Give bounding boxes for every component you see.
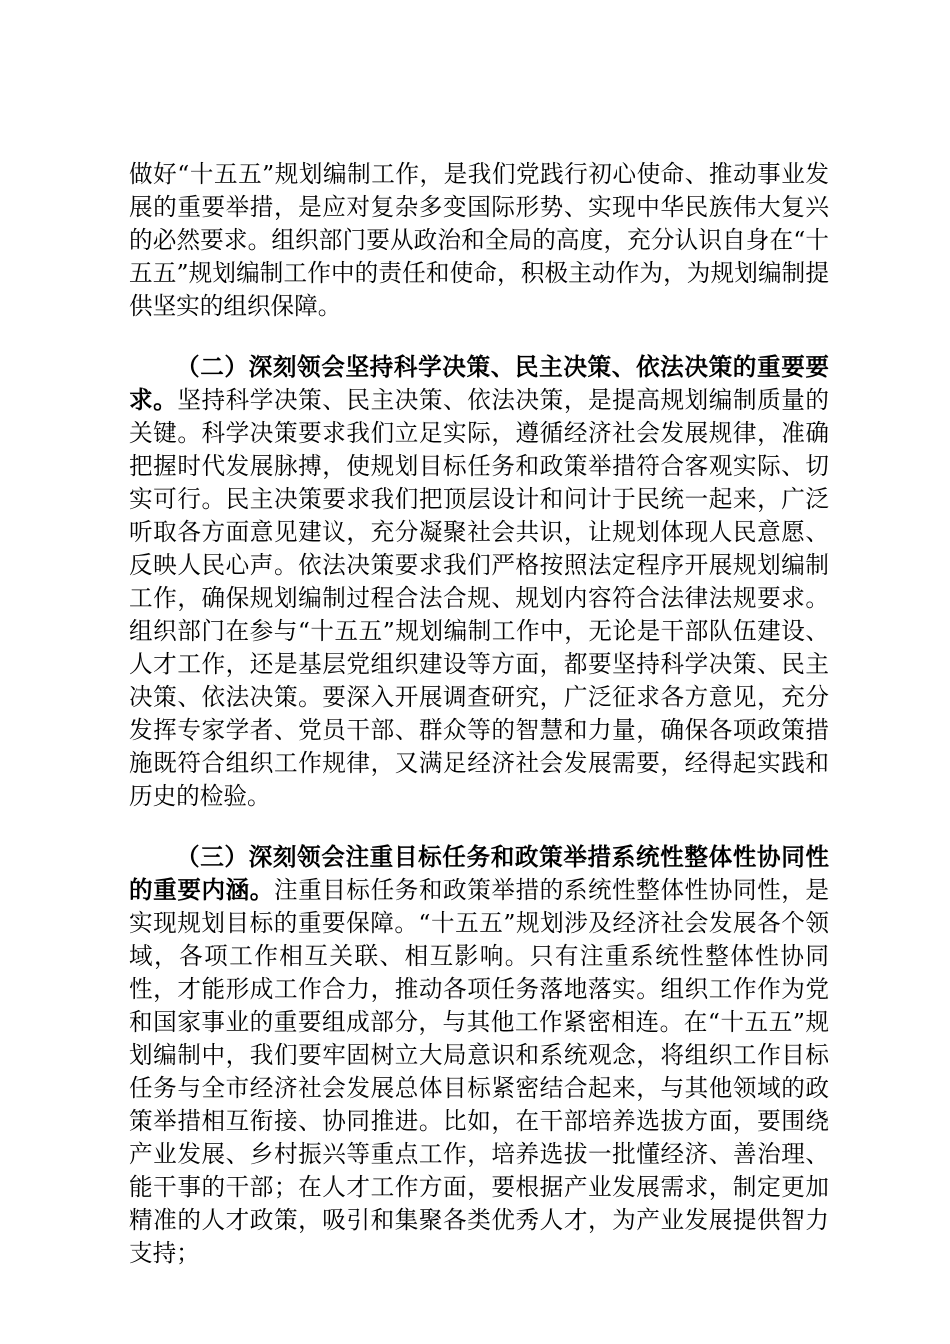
section-two-heading: （二）深刻领会坚持科学决策、民主决策、依法决策的重要要求。 <box>129 353 829 414</box>
section-three-heading: （三）深刻领会注重目标任务和政策举措系统性整体性协同性的重要内涵。 <box>129 843 829 904</box>
section-three-body: 注重目标任务和政策举措的系统性整体性协同性，是实现规划目标的重要保障。“十五五”规划涉及经济社会发展各个领域，各项工作相互关联、相互影响。只有注重系统性整体性协同性，才能形成工作合力，推动各项任务落地落实。组织工作作为党和国家事业的重要组成部分，与其他工作紧密相连。在“十五五”规划编制中，我们要牢固树立大局意识和系统观念，将组织工作目标任务与全市经济社会发展总体目标紧密结合起来，与其他领域的政策举措相互衔接、协同推进。比如，在干部培养选拔方面，要围绕产业发展、乡村振兴等重点工作，培养选拔一批懂经济、善治理、能干事的干部；在人才工作方面，要根据产业发展需求，制定更加精准的人才政策，吸引和集聚各类优秀人才，为产业发展提供智力支持； <box>129 876 830 1267</box>
paragraph-section-three <box>129 841 829 1270</box>
document-page <box>129 158 829 1270</box>
paragraph-intro-text: 做好“十五五”规划编制工作，是我们党践行初心使命、推动事业发展的重要举措，是应对复杂多变国际形势、实现中华民族伟大复兴的必然要求。组织部门要从政治和全局的高度，充分认识自身在“十五五”规划编制工作中的责任和使命，积极主动作为，为规划编制提供坚实的组织保障。 <box>129 160 829 320</box>
paragraph-section-two <box>129 351 829 813</box>
section-two-body: 坚持科学决策、民主决策、依法决策，是提高规划编制质量的关键。科学决策要求我们立足实际，遵循经济社会发展规律，准确把握时代发展脉搏，使规划目标任务和政策举措符合客观实际、切实可行。民主决策要求我们把顶层设计和问计于民统一起来，广泛听取各方面意见建议，充分凝聚社会共识，让规划体现人民意愿、反映人民心声。依法决策要求我们严格按照法定程序开展规划编制工作，确保规划编制过程合法合规、规划内容符合法律法规要求。组织部门在参与“十五五”规划编制工作中，无论是干部队伍建设、人才工作，还是基层党组织建设等方面，都要坚持科学决策、民主决策、依法决策。要深入开展调查研究，广泛征求各方意见，充分发挥专家学者、党员干部、群众等的智慧和力量，确保各项政策措施既符合组织工作规律，又满足经济社会发展需要，经得起实践和历史的检验。 <box>129 386 830 810</box>
paragraph-intro <box>129 158 829 323</box>
